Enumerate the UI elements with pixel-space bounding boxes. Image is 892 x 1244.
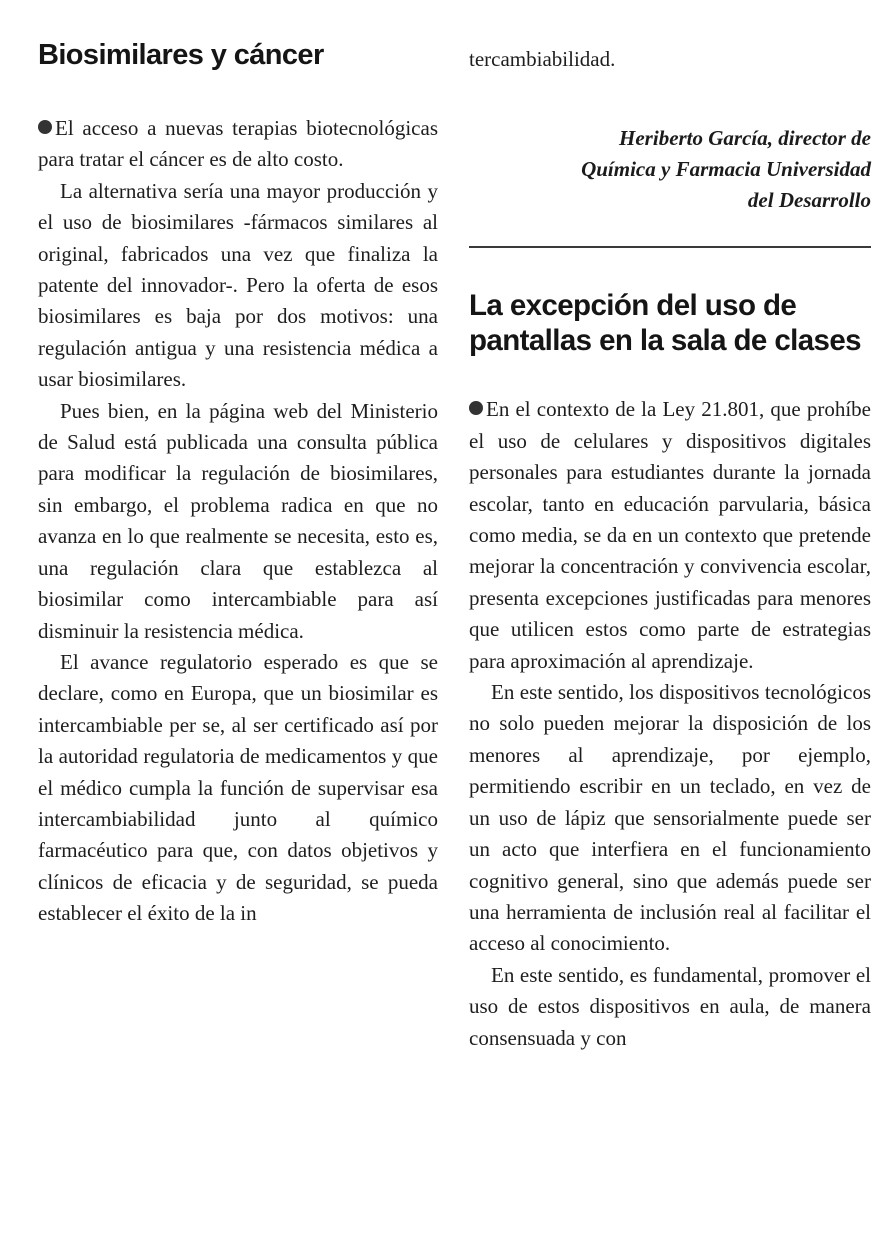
headline-line: pantallas en la sala de clases — [469, 324, 861, 358]
article-paragraph: El avance regulatorio esperado es que se declare, como en Europa, que un biosimilar es intercambiable per se, al ser certificado así por la autoridad regulatoria de medicamentos y que el médico cumpla la función de supervisar esa intercambiabilidad junto al químico farmacéutico para que, con datos objetivos y clínicos de eficacia y de seguridad, se pueda establecer el éxito de la in — [38, 649, 438, 926]
right-column — [469, 0, 871, 1054]
bullet-icon — [38, 120, 52, 134]
article-paragraph: El acceso a nuevas terapias biotecnológicas para tratar el cáncer es de alto costo. — [38, 116, 438, 172]
signature-line: Heriberto García, director de — [619, 126, 871, 151]
author-signature — [469, 123, 871, 216]
article-continuation: tercambiabilidad. — [469, 47, 616, 71]
article-paragraph: Pues bien, en la página web del Ministerio de Salud está publicada una consulta pública para modificar la regulación de biosimilares, sin embargo, el problema radica en que no avanza en lo que realmente se necesita, esto es, una regulación clara que establezca al biosimilar como intercambiable para así disminuir la resistencia médica. — [38, 398, 438, 643]
headline-line: La excepción del uso de — [469, 289, 797, 323]
signature-line: Química y Farmacia Universidad — [581, 157, 871, 182]
article-paragraph: La alternativa sería una mayor producción y el uso de biosimilares -fármacos similares al original, fabricados una vez que finaliza la patente del innovador-. Pero la oferta de esos biosimilares es baja por dos motivos: una regulación antigua y una resistencia médica a usar biosimilares. — [38, 178, 438, 392]
signature-line: del Desarrollo — [747, 188, 871, 213]
article-headline — [469, 288, 871, 358]
article-paragraph: En este sentido, es fundamental, promover el uso de estos dispositivos en aula, de manera consensuada y con — [469, 962, 871, 1050]
article-paragraph: En este sentido, los dispositivos tecnológicos no solo pueden mejorar la disposición de los menores al aprendizaje, por ejemplo, permitiendo escribir en un teclado, en vez de un uso de lápiz que sensorialmente puede ser un acto que interfiera en el funcionamiento cognitivo general, sino que además puede ser una herramienta de inclusión real al facilitar el acceso al conocimiento. — [469, 680, 871, 956]
bullet-icon — [469, 401, 483, 415]
article-headline: Biosimilares y cáncer — [38, 39, 324, 71]
left-column — [38, 0, 438, 930]
column-divider — [469, 246, 871, 248]
article-paragraph: En el contexto de la Ley 21.801, que prohíbe el uso de celulares y dispositivos digitales personales para estudiantes durante la jornada escolar, tanto en educación parvularia, básica como media, se da en un contexto que pretende mejorar la concentración y convivencia escolar, presenta excepciones justificadas para menores que utilicen estos como parte de estrategias para aproximación al aprendizaje. — [469, 397, 871, 673]
